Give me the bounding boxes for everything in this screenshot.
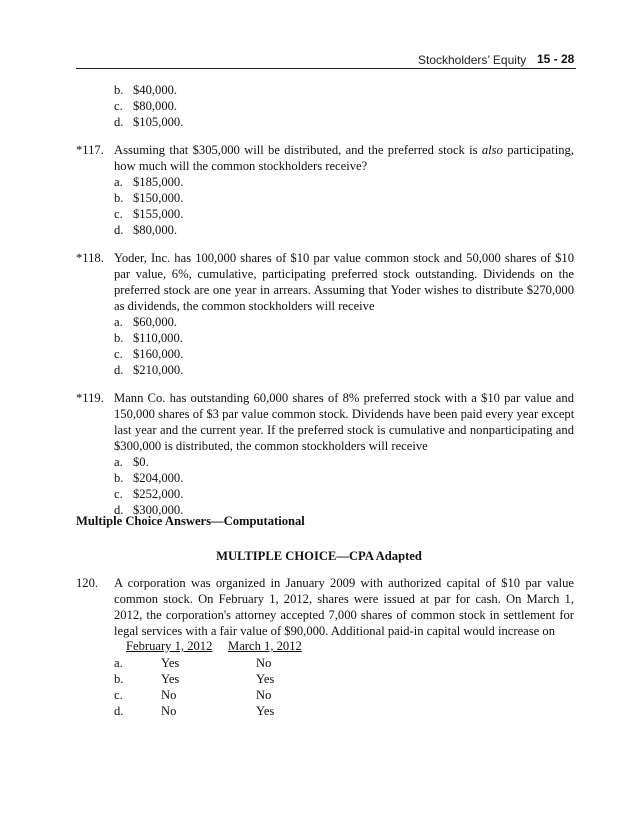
answer-row-a: a. Yes No bbox=[114, 656, 272, 670]
option-b: b. $150,000. bbox=[114, 191, 184, 205]
question-line: par value, 6%, cumulative, participating preferred stock outstanding. Dividends on the bbox=[114, 267, 574, 281]
question-117-text bbox=[114, 142, 574, 174]
page-number: 15 - 28 bbox=[537, 52, 575, 66]
question-line: $300,000 is distributed, the common stockholders will receive bbox=[114, 439, 428, 453]
question-line: common stock. On February 1, 2012, shares were issued at par for cash. On March 1, bbox=[114, 592, 574, 606]
question-line: A corporation was organized in January 2009 with authorized capital of $10 par value bbox=[114, 576, 574, 590]
option-d: d. $210,000. bbox=[114, 363, 184, 377]
question-number: 120. bbox=[76, 576, 99, 590]
option-d: d. $80,000. bbox=[114, 223, 178, 237]
option-c: c. $80,000. bbox=[114, 99, 178, 113]
header-rule bbox=[76, 68, 576, 69]
running-header-title: Stockholders’ Equity bbox=[418, 53, 527, 67]
option-d: d. $105,000. bbox=[114, 115, 184, 129]
option-b: b. $40,000. bbox=[114, 83, 178, 97]
question-line: Yoder, Inc. has 100,000 shares of $10 par value common stock and 50,000 shares of $10 bbox=[114, 251, 574, 265]
option-b: b. $110,000. bbox=[114, 331, 183, 345]
question-number: *118. bbox=[76, 251, 104, 265]
option-c: c. $252,000. bbox=[114, 487, 184, 501]
question-118-text bbox=[114, 250, 574, 314]
question-line: Assuming that $305,000 will be distributed, and the preferred stock is also participating, bbox=[114, 143, 574, 157]
section-heading-answers: Multiple Choice Answers—Computational bbox=[76, 514, 305, 528]
question-line: as dividends, the common stockholders will receive bbox=[114, 299, 375, 313]
question-line: 2012, the corporation's attorney accepted 7,000 shares of common stock in settlement for bbox=[114, 608, 574, 622]
question-line: last year and the current year. If the preferred stock is cumulative and nonparticipating and bbox=[114, 423, 574, 437]
question-line: 150,000 shares of $3 par value common stock. Dividends have been paid every year except bbox=[114, 407, 575, 421]
option-c: c. $160,000. bbox=[114, 347, 184, 361]
question-119-text bbox=[114, 390, 574, 454]
option-a: a. $185,000. bbox=[114, 175, 184, 189]
answer-row-b: b. Yes Yes bbox=[114, 672, 275, 686]
answer-row-c: c. No No bbox=[114, 688, 272, 702]
answer-row-d: d. No Yes bbox=[114, 704, 275, 718]
question-number: *119. bbox=[76, 391, 104, 405]
option-c: c. $155,000. bbox=[114, 207, 184, 221]
option-d: d. $300,000. bbox=[114, 503, 184, 517]
option-a: a. $0. bbox=[114, 455, 149, 469]
question-line: how much will the common stockholders receive? bbox=[114, 159, 368, 173]
option-a: a. $60,000. bbox=[114, 315, 178, 329]
question-number: *117. bbox=[76, 143, 104, 157]
question-120-text bbox=[114, 575, 574, 639]
option-b: b. $204,000. bbox=[114, 471, 184, 485]
question-line: preferred stock are one year in arrears. Assuming that Yoder wishes to distribute $270,000 bbox=[114, 283, 574, 297]
column-header-february: February 1, 2012 bbox=[126, 639, 213, 653]
question-line: legal services with a fair value of $90,000. Additional paid-in capital would increase on bbox=[114, 624, 555, 638]
question-line: Mann Co. has outstanding 60,000 shares of 8% preferred stock with a $10 par value and bbox=[114, 391, 574, 405]
section-heading-cpa: MULTIPLE CHOICE—CPA Adapted bbox=[216, 549, 422, 563]
column-header-march: March 1, 2012 bbox=[228, 639, 302, 653]
